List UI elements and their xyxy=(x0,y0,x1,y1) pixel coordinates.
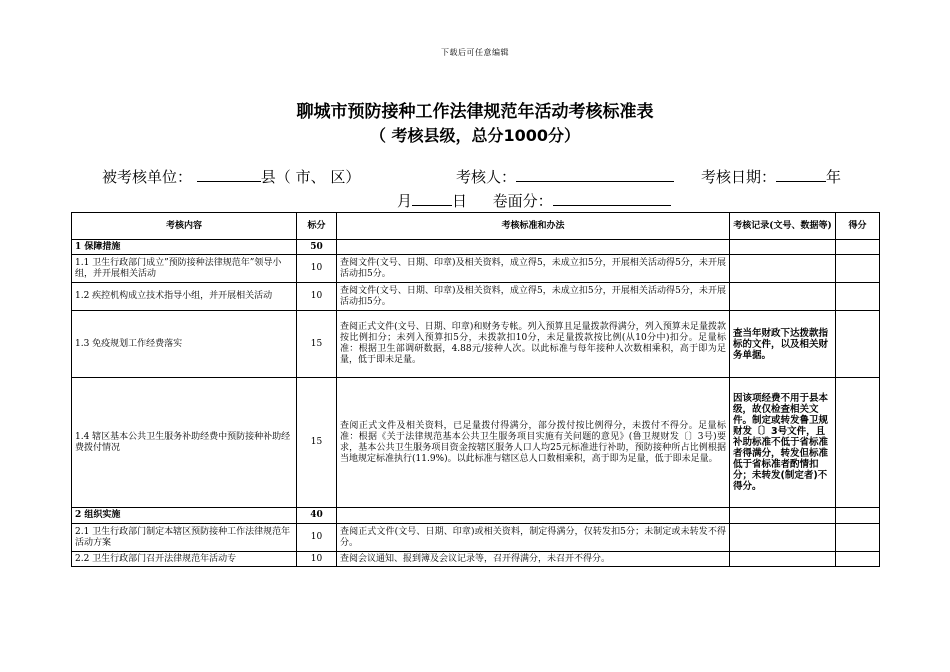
year-blank xyxy=(776,167,826,182)
header-score: 标分 xyxy=(297,213,337,240)
assessment-date-label: 考核日期： xyxy=(701,168,777,186)
month-blank xyxy=(412,191,452,206)
header-earned: 得分 xyxy=(836,213,880,240)
month-label: 月 xyxy=(397,192,413,210)
assessor-label: 考核人： xyxy=(456,168,517,186)
table-header-row xyxy=(72,213,880,240)
document-title: 聊城市预防接种工作法律规范年活动考核标准表 xyxy=(296,102,654,122)
header-record: 考核记录(文号、数据等) xyxy=(730,213,836,240)
date-score-line xyxy=(397,190,671,211)
document-subtitle: （ 考核县级，总分1000分） xyxy=(369,126,581,145)
assessed-unit-line xyxy=(102,166,360,187)
assessed-unit-label: 被考核单位： xyxy=(102,168,193,186)
table-row: 1.2 疾控机构成立技术指导小组，并开展相关活动 10 查阅文件(文号、日期、印章)及相关资料，成立得5，未成立扣5分，开展相关活动得5分，未开展活动扣5分。 xyxy=(72,283,880,311)
table-row: 1.4 辖区基本公共卫生服务补助经费中预防接种补助经费拨付情况 15 查阅正式文件及相关资料，已足量拨付得满分，部分拨付按比例得分，未拨付不得分。足量标准：根据《关于法律规范基本公共卫生服务项目实施有关问题的意见》(鲁卫规财发〔〕3号)要求，基本公共卫生服务项目资金按辖区服务人口人均25元标准进行补助，预防接种所占比例根据当地规定标准执行(11.9%)。以此标准与辖区总人口数相乘积，高于即为足量，低于即未足量。 因该项经费不用于县本级，故仅检查相关文件。制定或转发鲁卫规财发〔〕3号文件，且补助标准不低于省标准者得满分，转发但标准低于省标准者酌情扣分；未转发(制定者)不得分。 xyxy=(72,378,880,508)
assessed-unit-blank xyxy=(197,167,261,182)
assessor-blank xyxy=(516,167,674,182)
year-label: 年 xyxy=(826,168,842,186)
table-row: 1.1 卫生行政部门成立”预防接种法律规范年”领导小组，并开展相关活动 10 查阅文件(文号、日期、印章)及相关资料，成立得5，未成立扣5分，开展相关活动得5分，未开展活动扣5分。 xyxy=(72,255,880,283)
day-label: 日 xyxy=(452,192,468,210)
header-note: 下载后可任意编辑 xyxy=(441,48,509,57)
header-standard: 考核标准和办法 xyxy=(337,213,730,240)
paper-score-blank xyxy=(553,191,671,206)
paper-score-label: 卷面分： xyxy=(492,192,553,210)
county-suffix: 县（ 市、 区） xyxy=(260,168,361,186)
table-row: 2.2 卫生行政部门召开法律规范年活动专 10 查阅会议通知、报到簿及会议记录等，召开得满分，未召开不得分。 xyxy=(72,552,880,567)
assessment-table xyxy=(71,212,880,567)
header-content: 考核内容 xyxy=(72,213,297,240)
table-row-section: 2 组织实施 40 xyxy=(72,508,880,524)
table-row-section: 1 保障措施 50 xyxy=(72,240,880,255)
assessor-line xyxy=(456,166,674,187)
table-row: 1.3 免疫规划工作经费落实 15 查阅正式文件(文号、日期、印章)和财务专帐。列入预算且足量拨款得满分，列入预算未足量拨款按比例扣分；未列入预算扣5分，未拨款扣10分，未足量拨款按比例(从10分中)扣分。足量标准：根据卫生部调研数据，4.88元/接种人次。以此标准与每年接种人次数相乘积，高于即为足量，低于即未足量。 查当年财政下达拨款指标的文件，以及相关财务单据。 xyxy=(72,311,880,378)
assessment-date-line xyxy=(701,166,841,187)
table-row: 2.1 卫生行政部门制定本辖区预防接种工作法律规范年活动方案 10 查阅正式文件(文号、日期、印章)或相关资料，制定得满分，仅转发扣5分；未制定或未转发不得分。 xyxy=(72,524,880,552)
